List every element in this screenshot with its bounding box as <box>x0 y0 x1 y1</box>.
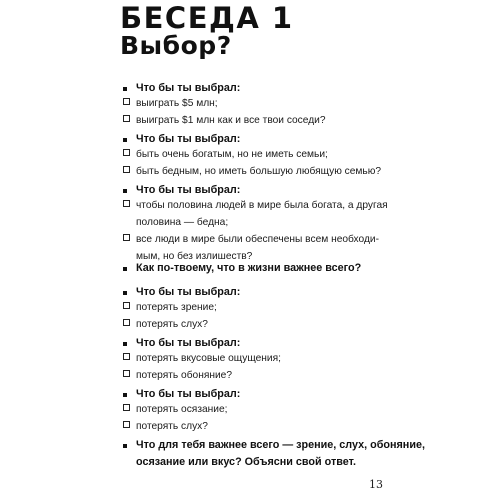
checkbox-icon <box>123 319 130 326</box>
option-text: выиграть $5 млн; <box>136 98 218 109</box>
option-text: потерять слух? <box>136 421 208 432</box>
question-prompt: Что бы ты выбрал: <box>136 184 241 196</box>
bullet-icon <box>123 444 127 448</box>
checkbox-icon <box>123 115 130 122</box>
bullet-icon <box>123 393 127 397</box>
checkbox-icon <box>123 234 130 241</box>
checkbox-icon <box>123 353 130 360</box>
checkbox-icon <box>123 404 130 411</box>
question-prompt: Что бы ты выбрал: <box>136 388 241 400</box>
chapter-title: БЕСЕДА 1 <box>120 1 294 35</box>
page-number: 13 <box>369 478 383 491</box>
chapter-subtitle: Выбор? <box>120 31 232 60</box>
question-prompt: Что бы ты выбрал: <box>136 337 241 349</box>
option-text: потерять обоняние? <box>136 370 233 381</box>
question-prompt: Что бы ты выбрал: <box>136 133 241 145</box>
option-text: потерять вкусовые ощущения; <box>136 353 281 364</box>
checkbox-icon <box>123 200 130 207</box>
bullet-icon <box>123 267 127 271</box>
option-text: быть бедным, но иметь большую любящую семью? <box>136 166 382 177</box>
option-text: все люди в мире были обеспечены всем необходи- мым, но без излишеств? <box>136 234 379 262</box>
checkbox-icon <box>123 370 130 377</box>
question-prompt: Как по-твоему, что в жизни важнее всего? <box>136 262 362 274</box>
bullet-icon <box>123 87 127 91</box>
checkbox-icon <box>123 302 130 309</box>
final-question-text: Что для тебя важнее всего — зрение, слух, обоняние, осязание или вкус? Объясни свой ответ. <box>136 439 425 468</box>
question-prompt: Что бы ты выбрал: <box>136 82 241 94</box>
option-text: чтобы половина людей в мире была богата, а другая половина — бедна; <box>136 200 388 228</box>
bullet-icon <box>123 291 127 295</box>
option-text: выиграть $1 млн как и все твои соседи? <box>136 115 326 126</box>
checkbox-icon <box>123 166 130 173</box>
question-prompt: Что бы ты выбрал: <box>136 286 241 298</box>
bullet-icon <box>123 138 127 142</box>
option-text: потерять осязание; <box>136 404 228 415</box>
option-text: быть очень богатым, но не иметь семьи; <box>136 149 328 160</box>
checkbox-icon <box>123 98 130 105</box>
option-text: потерять слух? <box>136 319 208 330</box>
checkbox-icon <box>123 149 130 156</box>
bullet-icon <box>123 342 127 346</box>
checkbox-icon <box>123 421 130 428</box>
bullet-icon <box>123 189 127 193</box>
option-text: потерять зрение; <box>136 302 217 313</box>
